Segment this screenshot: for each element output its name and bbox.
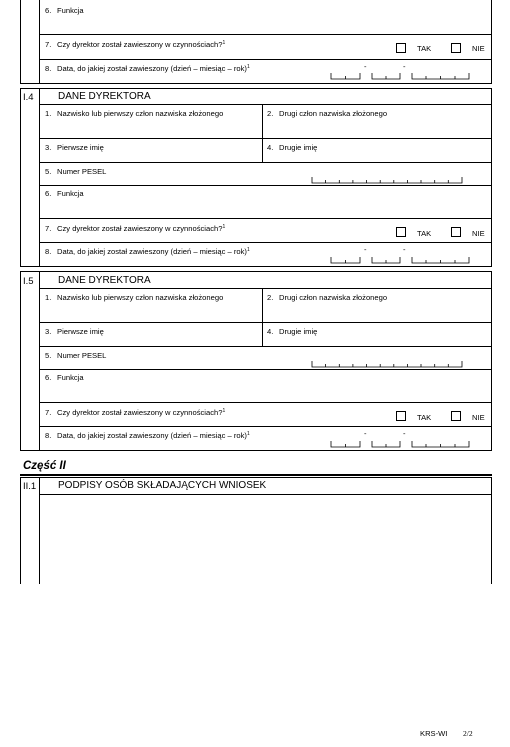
signatures-area[interactable] bbox=[40, 495, 491, 584]
tak-checkbox[interactable] bbox=[396, 411, 406, 421]
function-field-label: 6. Funkcja bbox=[45, 6, 84, 15]
date-dash: - bbox=[403, 62, 406, 71]
first-name-field-label: 3. Pierwsze imię bbox=[45, 143, 104, 152]
date-comb-input[interactable] bbox=[328, 256, 470, 264]
suspended-question-label: 7. Czy dyrektor został zawieszony w czynnościach?$^1$ bbox=[45, 40, 226, 49]
function-field-label: 6. Funkcja bbox=[45, 189, 84, 198]
nie-checkbox[interactable] bbox=[451, 227, 461, 237]
tak-checkbox[interactable] bbox=[396, 227, 406, 237]
nie-checkbox[interactable] bbox=[451, 411, 461, 421]
section-title: DANE DYREKTORA bbox=[58, 275, 151, 286]
nie-label: NIE bbox=[472, 44, 485, 53]
pesel-field-label: 5. Numer PESEL bbox=[45, 167, 107, 176]
suspension-date-label: 8. Data, do jakiej został zawieszony (dzień – miesiąc – rok)$^1$ bbox=[45, 64, 250, 73]
part-title: Część II bbox=[23, 460, 66, 472]
tak-label: TAK bbox=[417, 44, 432, 53]
section-code: I.4 bbox=[23, 92, 34, 103]
section-code: II.1 bbox=[23, 481, 37, 492]
date-dash: - bbox=[364, 429, 367, 438]
date-dash: - bbox=[364, 245, 367, 254]
page-number: 2/2 bbox=[463, 729, 473, 738]
date-comb-input[interactable] bbox=[328, 72, 470, 80]
pesel-comb-input[interactable] bbox=[311, 360, 463, 368]
date-dash: - bbox=[403, 245, 406, 254]
date-dash: - bbox=[364, 62, 367, 71]
nie-label: NIE bbox=[472, 229, 485, 238]
section-title: PODPISY OSÓB SKŁADAJĄCYCH WNIOSEK bbox=[58, 480, 267, 491]
tak-label: TAK bbox=[417, 229, 432, 238]
second-surname-field-label: 2. Drugi człon nazwiska złożonego bbox=[267, 109, 388, 118]
first-name-field-label: 3. Pierwsze imię bbox=[45, 327, 104, 336]
suspended-question-label: 7. Czy dyrektor został zawieszony w czynnościach?$^1$ bbox=[45, 224, 226, 233]
second-name-field-label: 4. Drugie imię bbox=[267, 143, 318, 152]
suspension-date-label: 8. Data, do jakiej został zawieszony (dzień – miesiąc – rok)$^1$ bbox=[45, 431, 250, 440]
nie-checkbox[interactable] bbox=[451, 43, 461, 53]
nie-label: NIE bbox=[472, 413, 485, 422]
section-code: I.5 bbox=[23, 276, 34, 287]
form-code: KRS-WI bbox=[420, 729, 448, 738]
surname-field-label: 1. Nazwisko lub pierwszy człon nazwiska złożonego bbox=[45, 109, 224, 118]
tak-checkbox[interactable] bbox=[396, 43, 406, 53]
suspended-question-label: 7. Czy dyrektor został zawieszony w czynnościach?$^1$ bbox=[45, 408, 226, 417]
surname-field-label: 1. Nazwisko lub pierwszy człon nazwiska złożonego bbox=[45, 293, 224, 302]
function-field-label: 6. Funkcja bbox=[45, 373, 84, 382]
date-comb-input[interactable] bbox=[328, 440, 470, 448]
second-name-field-label: 4. Drugie imię bbox=[267, 327, 318, 336]
section-title: DANE DYREKTORA bbox=[58, 91, 151, 102]
suspension-date-label: 8. Data, do jakiej został zawieszony (dzień – miesiąc – rok)$^1$ bbox=[45, 247, 250, 256]
pesel-comb-input[interactable] bbox=[311, 176, 463, 184]
tak-label: TAK bbox=[417, 413, 432, 422]
pesel-field-label: 5. Numer PESEL bbox=[45, 351, 107, 360]
date-dash: - bbox=[403, 429, 406, 438]
second-surname-field-label: 2. Drugi człon nazwiska złożonego bbox=[267, 293, 388, 302]
